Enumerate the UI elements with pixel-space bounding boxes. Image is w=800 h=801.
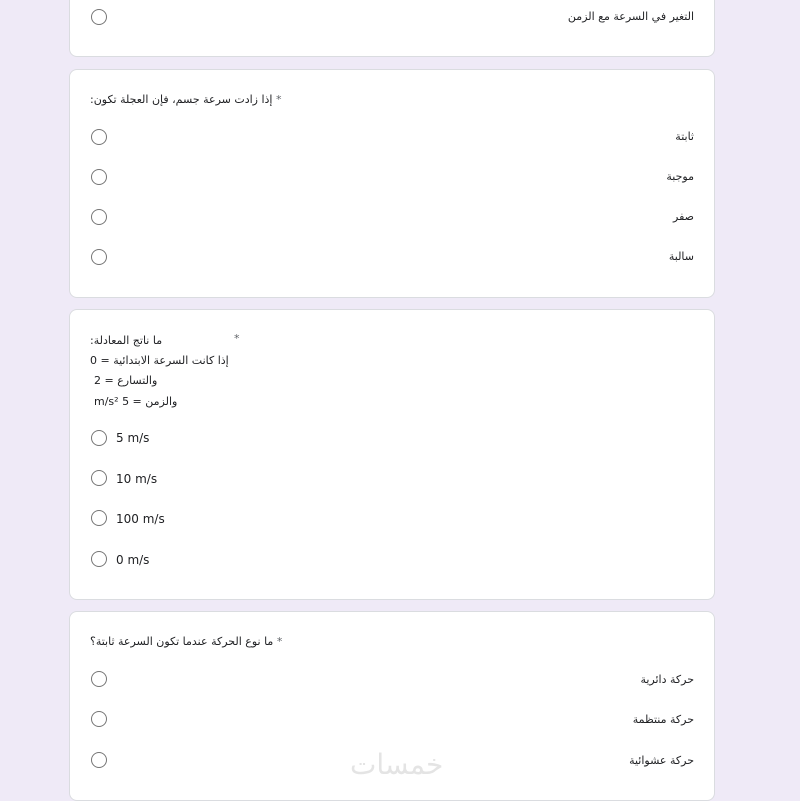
option-label-4: 0 m/s <box>116 553 150 567</box>
required-asterisk: * <box>234 332 240 345</box>
radio-option-1[interactable] <box>91 671 107 687</box>
radio-option-3[interactable] <box>91 510 107 526</box>
radio-option-2[interactable] <box>91 711 107 727</box>
option-label-2: حركة منتظمة <box>632 713 694 726</box>
option-label-1: ثابتة <box>675 130 694 143</box>
watermark: خمسات <box>350 748 444 781</box>
question-title-text: ما نوع الحركة عندما تكون السرعة ثابتة؟ <box>90 635 274 648</box>
equation-line-1: ما ناتج المعادلة: <box>90 334 163 347</box>
required-asterisk: * <box>276 635 283 648</box>
option-label-1: 5 m/s <box>116 431 150 445</box>
equation-line-4: والزمن = 5 m/s² <box>94 395 178 408</box>
option-label-1: حركة دائرية <box>640 673 694 686</box>
option-label: التغير في السرعة مع الزمن <box>567 10 694 23</box>
radio-option[interactable] <box>91 9 107 25</box>
question-card-partial <box>69 0 715 57</box>
radio-option-3[interactable] <box>91 752 107 768</box>
option-label-2: موجبة <box>666 170 694 183</box>
question-title <box>90 635 282 648</box>
option-label-3: حركة عشوائية <box>629 754 694 767</box>
radio-option-2[interactable] <box>91 169 107 185</box>
equation-line-3: والتسارع = 2 <box>94 374 158 387</box>
radio-option-4[interactable] <box>91 551 107 567</box>
radio-option-4[interactable] <box>91 249 107 265</box>
question-title-text: إذا زادت سرعة جسم، فإن العجلة تكون: <box>90 93 273 106</box>
option-label-2: 10 m/s <box>116 472 158 486</box>
radio-option-1[interactable] <box>91 129 107 145</box>
question-card-acceleration-sign <box>69 69 715 298</box>
radio-option-3[interactable] <box>91 209 107 225</box>
option-label-4: سالبة <box>668 250 694 263</box>
option-label-3: صفر <box>673 210 694 223</box>
option-label-3: 100 m/s <box>116 512 165 526</box>
question-card-equation <box>69 309 715 600</box>
question-title <box>90 93 282 106</box>
radio-option-1[interactable] <box>91 430 107 446</box>
required-asterisk: * <box>276 93 282 106</box>
radio-option-2[interactable] <box>91 470 107 486</box>
equation-line-2: إذا كانت السرعة الابتدائية = 0 <box>90 354 229 367</box>
